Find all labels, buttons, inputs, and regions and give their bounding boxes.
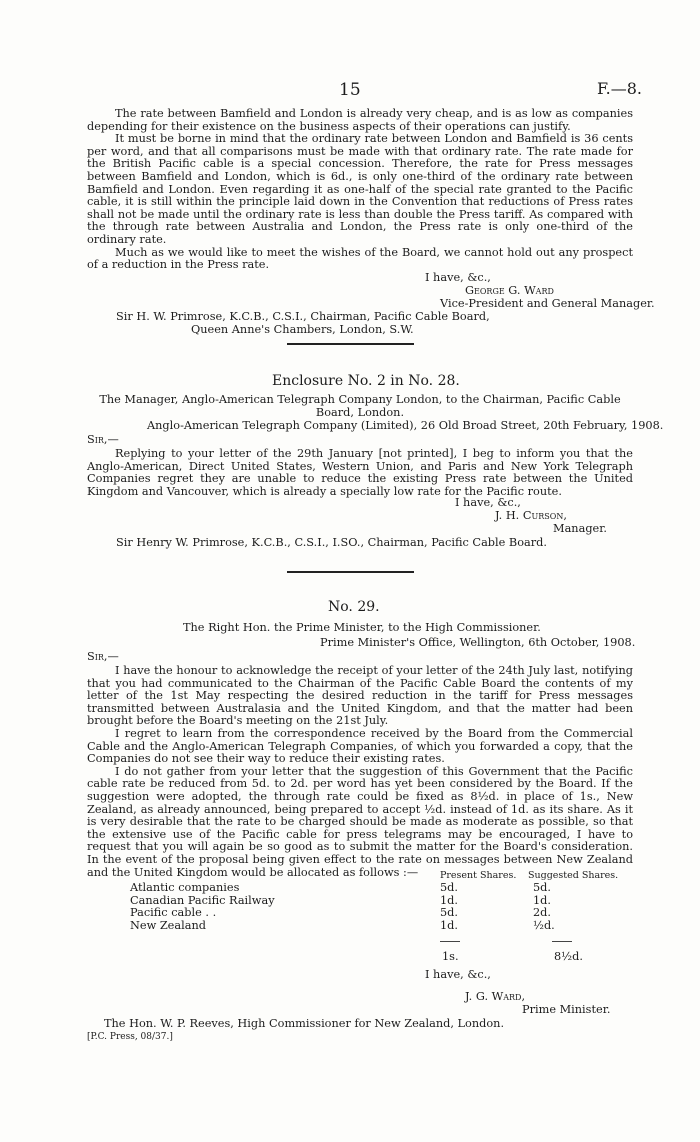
document-reference: F.—8. xyxy=(597,79,642,98)
present-share: 1d. xyxy=(440,893,459,907)
present-share: 5d. xyxy=(440,906,459,920)
table-header-present: Present Shares. xyxy=(440,870,517,881)
paragraph: Much as we would like to meet the wishes of the Board, we cannot hold out any prospect of a reduction in the Press rate. xyxy=(87,245,633,272)
suggested-share: 5d. xyxy=(533,881,552,894)
page-number: 15 xyxy=(339,80,361,100)
letter1-closing: I have, &c., xyxy=(425,271,491,284)
paragraph: The rate between Bamfield and London is already very cheap, and is as low as companies depending for their existence on the business aspects of their operations can justify. xyxy=(87,107,633,133)
letter1-body xyxy=(87,108,633,272)
no29-closing: I have, &c., xyxy=(425,968,491,981)
enclosure-from-to: The Manager, Anglo-American Telegraph Company London, to the Chairman, Pacific Cable Board, London. xyxy=(99,393,621,419)
suggested-share: 1d. xyxy=(533,893,552,907)
enclosure-heading: Enclosure No. 2 in No. 28. xyxy=(272,373,460,389)
no29-address-line: Prime Minister's Office, Wellington, 6th October, 1908. xyxy=(320,636,636,649)
no29-body xyxy=(87,665,633,879)
suggested-share: ½d. xyxy=(533,918,555,932)
paragraph: I have the honour to acknowledge the receipt of your letter of the 24th July last, notifying that you had communicated to the Chairman of the Pacific Cable Board the contents of my letter of the 1st May respecting the desired reduction in the tariff for Press messages transmitted between Australasia and the United Kingdom, and that the matter had been brought before the Board's meeting on the 21st July. xyxy=(87,664,633,728)
enclosure-signer-title: Manager. xyxy=(553,522,607,535)
section-divider xyxy=(287,343,414,345)
enclosure-closing: I have, &c., xyxy=(455,496,521,509)
printer-imprint: [P.C. Press, 08/37.] xyxy=(87,1032,173,1042)
row-label: Atlantic companies xyxy=(130,881,240,894)
total-suggested: 8½d. xyxy=(554,950,583,963)
row-label: New Zealand xyxy=(130,918,206,932)
total-rule xyxy=(440,941,460,942)
letter1-addressee: Sir H. W. Primrose, K.C.B., C.S.I., Chairman, Pacific Cable Board, xyxy=(116,310,490,323)
total-rule xyxy=(552,941,572,942)
row-label: Canadian Pacific Railway xyxy=(130,893,275,907)
letter1-signer-title: Vice-President and General Manager. xyxy=(440,297,655,310)
paragraph: It must be borne in mind that the ordinary rate between London and Bamfield is 36 cents per word, and that all comparisons must be made with that ordinary rate. The rate made for the British Pacific cable is a special concession. Therefore, the rate for Press messages between Bamfield and London, which is 6d., is only one-third of the ordinary rate between Bamfield and London. Even regarding it as one-half of the special rate granted to the Pacific cable, it is still within the principle laid down in the Convention that reductions of Press rates shall not be made until the ordinary rate is less than double the Press tariff. As compared with the through rate between Australia and London, the Press rate is only one-third of the ordinary rate. xyxy=(87,132,633,246)
share-allocation-table xyxy=(130,882,555,932)
row-label: Pacific cable . . xyxy=(130,906,217,920)
paragraph: I regret to learn from the correspondence received by the Board from the Commercial Cable and the Anglo-American Telegraph Companies, of which you forwarded a copy, that the Companies do not see their way to reduce their existing rates. xyxy=(87,726,633,766)
paragraph: I do not gather from your letter that the suggestion of this Government that the Pacific cable rate be reduced from 5d. to 2d. per word has yet been considered by the Board. If the suggestion were adopted, the through rate could be fixed as 8½d. in place of 1s., New Zealand, as already announced, being prepared to accept ½d. instead of 1d. as its share. As it is very desirable that the rate to be charged should be made as moderate as possible, so that the extensive use of the Pacific cable for press telegrams may be encouraged, I have to request that you will again be so good as to submit the matter for the Board's consideration. In the event of the proposal being given effect to the rate on messages between New Zealand and the United Kingdom would be allocated as follows :— xyxy=(87,764,633,879)
enclosure-salutation: Sir,— xyxy=(87,433,119,446)
present-share: 1d. xyxy=(440,918,459,932)
letter1-addressee-address: Queen Anne's Chambers, London, S.W. xyxy=(191,323,414,336)
enclosure-body xyxy=(87,448,633,498)
suggested-share: 2d. xyxy=(533,906,552,920)
enclosure-addressee: Sir Henry W. Primrose, K.C.B., C.S.I., I.SO., Chairman, Pacific Cable Board. xyxy=(116,536,547,549)
no29-heading: No. 29. xyxy=(328,599,380,615)
no29-signer-title: Prime Minister. xyxy=(522,1003,611,1016)
no29-salutation: Sir,— xyxy=(87,650,119,663)
table-header-suggested: Suggested Shares. xyxy=(528,870,619,881)
enclosure-address-line: Anglo-American Telegraph Company (Limited), 26 Old Broad Street, 20th February, 1908. xyxy=(147,419,664,432)
total-present: 1s. xyxy=(442,950,459,963)
no29-from-to: The Right Hon. the Prime Minister, to the High Commissioner. xyxy=(183,621,541,634)
paragraph: Replying to your letter of the 29th January [not printed], I beg to inform you that the Anglo-American, Direct United States, Western Union, and Paris and New York Telegraph Companies regret they are unable to reduce the existing Press rate between the United Kingdom and Vancouver, which is already a specially low rate for the Pacific route. xyxy=(87,447,633,498)
no29-addressee: The Hon. W. P. Reeves, High Commissioner for New Zealand, London. xyxy=(104,1017,505,1030)
no29-signer-name: J. G. Ward, xyxy=(465,990,526,1003)
present-share: 5d. xyxy=(440,881,459,894)
section-divider xyxy=(287,571,414,573)
table-row xyxy=(130,920,555,933)
letter1-signer-name: George G. Ward xyxy=(465,284,554,297)
enclosure-signer-name: J. H. Curson, xyxy=(495,509,567,522)
